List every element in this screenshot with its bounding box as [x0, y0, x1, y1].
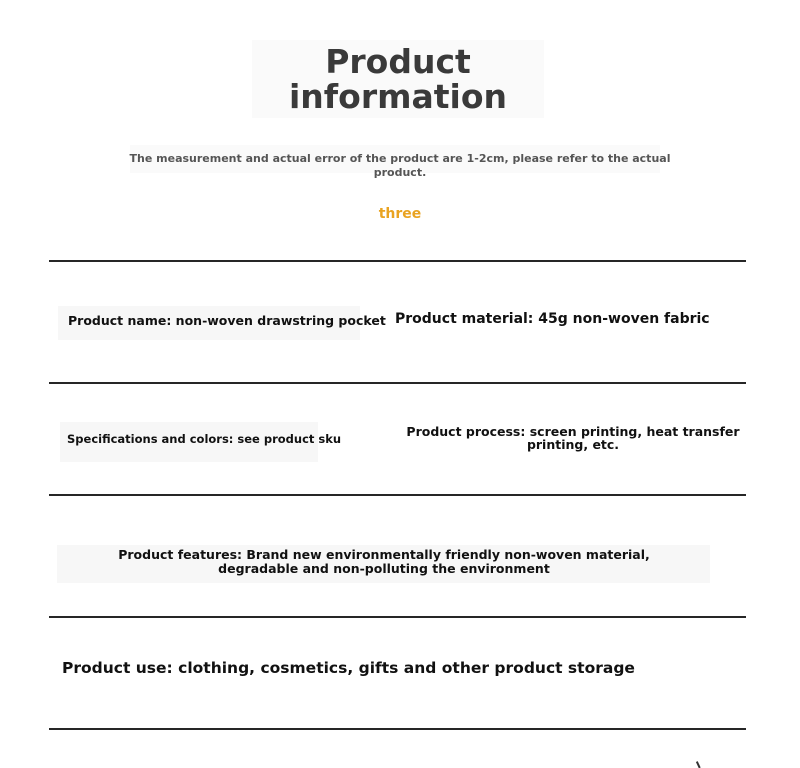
divider-3	[49, 494, 746, 496]
product-process: Product process: screen printing, heat transfer printing, etc.	[406, 424, 740, 452]
product-material: Product material: 45g non-woven fabric	[395, 311, 710, 327]
measurement-note: The measurement and actual error of the product are 1-2cm, please refer to the actual product.	[129, 152, 671, 179]
specifications-colors: Specifications and colors: see product sku	[67, 432, 342, 446]
divider-5	[49, 728, 746, 730]
product-use: Product use: clothing, cosmetics, gifts and other product storage	[62, 659, 635, 677]
page-title: Product information	[288, 42, 507, 116]
divider-1	[49, 260, 746, 262]
divider-4	[49, 616, 746, 618]
product-name: Product name: non-woven drawstring pocket	[68, 313, 386, 328]
product-features: Product features: Brand new environmentally friendly non-woven material, degradable and non-polluting the environment	[118, 547, 650, 576]
divider-2	[49, 382, 746, 384]
section-badge: three	[378, 206, 422, 222]
